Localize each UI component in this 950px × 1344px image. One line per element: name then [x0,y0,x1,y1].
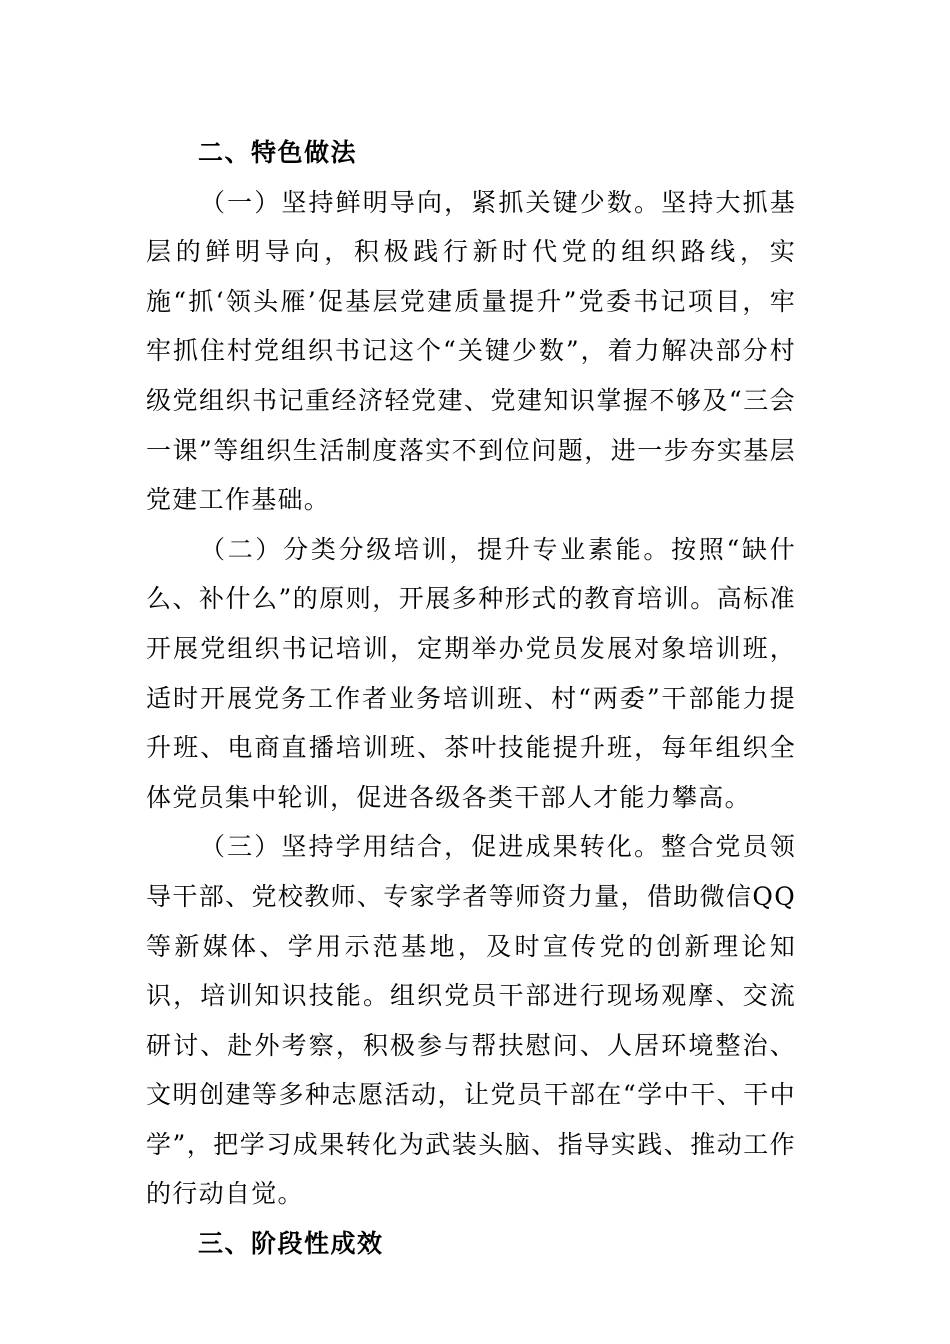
section-heading-results: 三、阶段性成效 [198,1229,384,1259]
paragraph-1: （一）坚持鲜明导向，紧抓关键少数。坚持大抓基层的鲜明导向，积极践行新时代党的组织路线，实施“抓‘领头雁’促基层党建质量提升”党委书记项目，牢牢抓住村党组织书记这个“关键少数”，着力解决部分村级党组织书记重经济轻党建、党建知识掌握不够及“三会一课”等组织生活制度落实不到位问题，进一步夯实基层党建工作基础。 [146,187,796,515]
paragraph-3: （三）坚持学用结合，促进成果转化。整合党员领导干部、党校教师、专家学者等师资力量，借助微信QQ等新媒体、学用示范基地，及时宣传党的创新理论知识，培训知识技能。组织党员干部进行现场观摩、交流研讨、赴外考察，积极参与帮扶慰问、人居环境整治、文明创建等多种志愿活动，让党员干部在“学中干、干中学”，把学习成果转化为武装头脑、指导实践、推动工作的行动自觉。 [146,832,796,1209]
document-body [146,128,796,1269]
paragraph-2: （二）分类分级培训，提升专业素能。按照“缺什么、补什么”的原则，开展多种形式的教育培训。高标准开展党组织书记培训，定期举办党员发展对象培训班，适时开展党务工作者业务培训班、村“两委”干部能力提升班、电商直播培训班、茶叶技能提升班，每年组织全体党员集中轮训，促进各级各类干部人才能力攀高。 [146,534,796,812]
section-heading-features: 二、特色做法 [198,138,358,167]
